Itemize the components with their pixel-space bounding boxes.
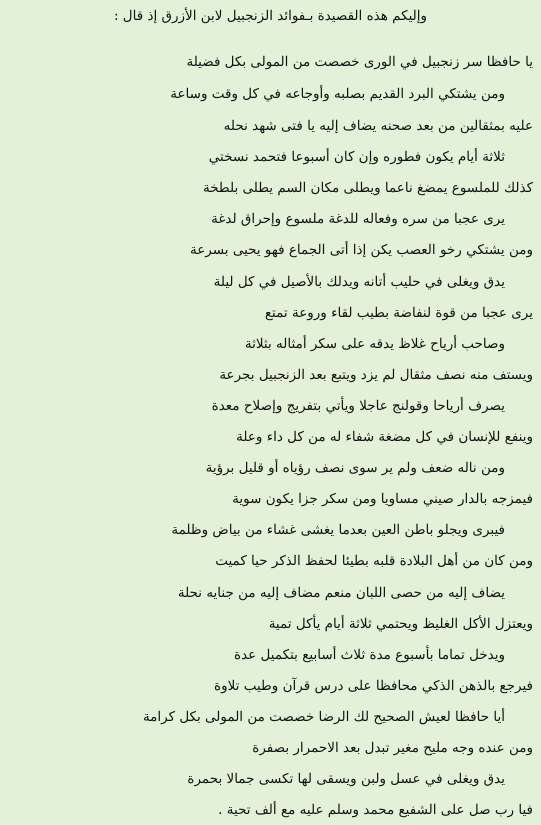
- verse-line: ثلاثة أيام يكون فطوره وإن كان أسبوعا فتحمد نسختي: [208, 149, 505, 165]
- verse-line: ومن يشتكي البرد القديم بصلبه وأوجاعه في كل وقت وساعة: [170, 86, 505, 102]
- verse-line: ومن يشتكي رخو العصب يكن إذا أتى الجماع فهو يحيى بسرعة: [189, 242, 533, 258]
- verse-line: فيبرى ويجلو باطن العين بعدما يغشى غشاء من بياض وظلمة: [171, 522, 505, 538]
- poem-introduction: وإليكم هذه القصيدة بـفوائد الزنجبيل لابن الأزرق إذ قال :: [113, 8, 428, 24]
- verse-line: يضاف إليه من حصى اللبان منعم مضاف إليه من جنايه نحلة: [177, 585, 505, 601]
- verse-line: أيا حافظا لعيش الصحيح لك الرضا خصصت من المولى بكل كرامة: [142, 709, 505, 725]
- verse-line: يدق ويغلى في حليب أتانه ويدلك بالأصيل في كل ليلة: [213, 274, 505, 290]
- verse-line: ويعتزل الأكل الغليظ ويحتمي ثلاثة أيام يأكل تمية: [268, 616, 533, 632]
- verse-line: عليه بمثقالين من بعد صحنه يضاف إليه يا فتى شهد نحله: [223, 118, 533, 134]
- verse-line: فيمزجه بالدار صيني مساويا ومن سكر جزا يكون سوية: [232, 491, 533, 507]
- verse-line: وصاحب أرياح غلاظ يدقه على سكر أمثاله بثلاثة: [244, 336, 505, 352]
- verse-line: ومن عنده وجه مليح مغير تبدل بعد الاحمرار بصفرة: [252, 740, 533, 756]
- verse-line: ومن كان من أهل البلادة قلبه بطيئا لحفظ الذكر حيا كميت: [215, 553, 533, 569]
- verse-line: ويدخل تماما بأسبوع مدة ثلاث أسابيع بتكميل عدة: [234, 647, 505, 663]
- verse-line: ومن ناله ضعف ولم ير سوى نصف رؤياه أو قليل برؤية: [205, 460, 505, 476]
- verse-line: يدق ويغلى في عسل ولبن ويسقى لها تكسى جمالا بحمرة: [187, 771, 505, 787]
- verse-line: يرى عجبا من قوة لنفاضة بطيب لقاء وروعة تمتع: [264, 305, 533, 321]
- verse-line: فيا رب صل على الشفيع محمد وسلم عليه مع ألف تحية .: [218, 802, 533, 818]
- verse-line: يرى عجبا من سره وفعاله للدغة ملسوع وإحراق لدغة: [211, 211, 505, 227]
- verse-line: يصرف أرياحا وقولنج عاجلا ويأتي بتفريج وإصلاح معدة: [211, 398, 505, 414]
- verse-line: يا حافظا سر زنجبيل في الورى خصصت من المولى بكل فضيلة: [186, 54, 533, 70]
- verse-line: كذلك للملسوع يمضغ ناعما ويطلى مكان السم يطلى بلطخة: [202, 180, 533, 196]
- verse-line: وينفع للإنسان في كل مضغة شفاء له من كل داء وعلة: [236, 429, 533, 445]
- verse-line: ويستف منه نصف مثقال لم يزد ويتبع بعد الزنجبيل بجرعة: [219, 367, 533, 383]
- verse-line: فيرجع بالذهن الذكي محافظا على درس قرآن وطيب تلاوة: [214, 678, 533, 694]
